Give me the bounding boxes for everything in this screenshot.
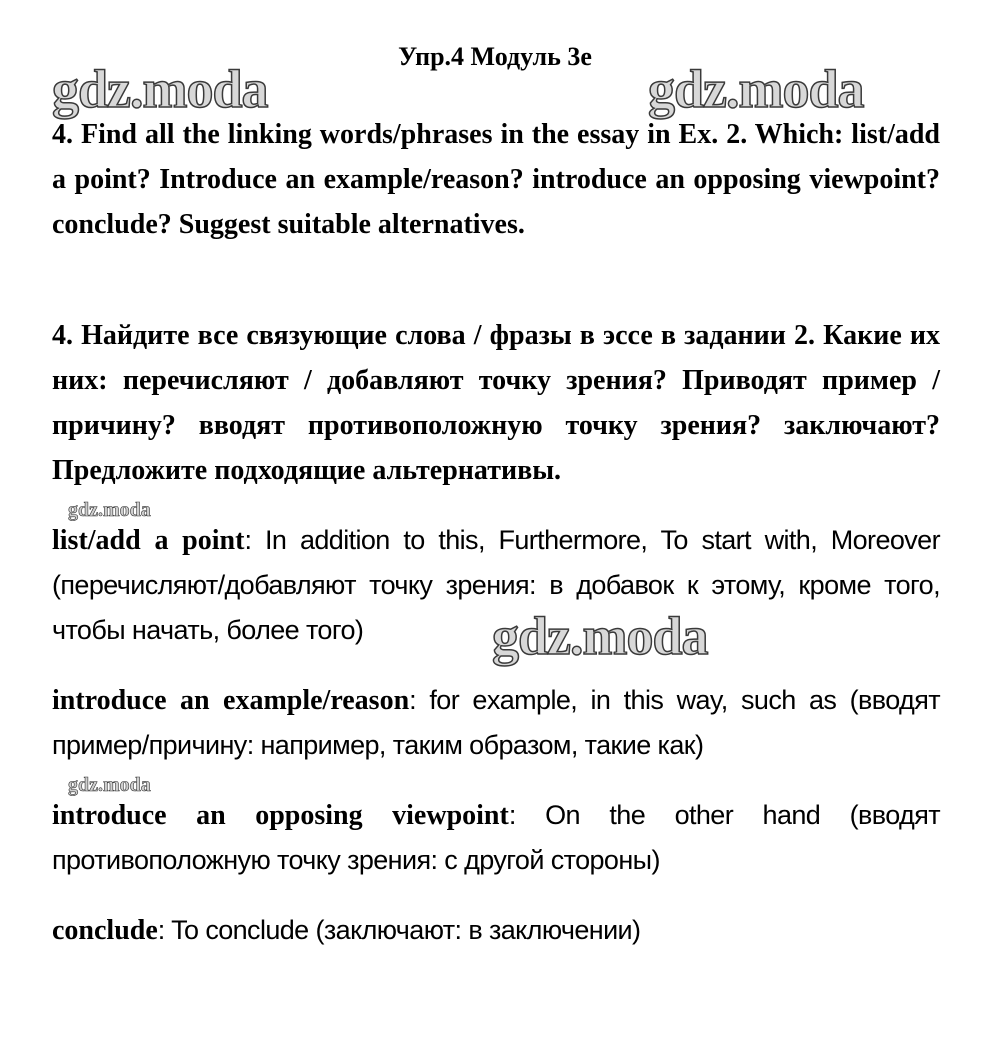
answer-term: conclude [52, 915, 158, 946]
answer-text: : To conclude (заключают: в заключении) [157, 915, 641, 945]
answer-text: : In addition to this, Furthermore, To start with, Moreover (перечисляют/добавляют точку зрения: в добавок к этому, кроме того, чтобы начать, более того) [52, 525, 940, 645]
answer-example-reason [52, 678, 940, 768]
answer-text: : for example, in this way, such as (вводят пример/причину: например, таким образом, такие как) [52, 685, 940, 760]
watermark-small-1: gdz.moda [68, 499, 151, 521]
watermark-top-left: gdz.moda [52, 59, 268, 119]
task-english: 4. Find all the linking words/phrases in the essay in Ex. 2. Which: list/add a point? Introduce an example/reason? introduce an opposing viewpoint? conclude? Suggest suitable alternatives. [52, 119, 940, 240]
answer-term: list/add a point [52, 525, 245, 556]
answer-term: introduce an example/reason [52, 685, 410, 716]
task-russian: 4. Найдите все связующие слова / фразы в эссе в задании 2. Какие их них: перечисляют / добавляют точку зрения? Приводят пример / причину? вводят противоположную точку зрения? заключают? Предложите подходящие альтернативы. [52, 320, 940, 486]
answer-conclude [52, 908, 940, 953]
answer-opposing-viewpoint [52, 793, 940, 883]
answer-text: : On the other hand (вводят противоположную точку зрения: с другой стороны) [52, 800, 940, 875]
watermark-middle: gdz.moda [492, 606, 708, 666]
watermark-top-right: gdz.moda [648, 59, 864, 119]
page-title: Упр.4 Модуль 3е [398, 42, 592, 71]
watermark-small-2: gdz.moda [68, 774, 151, 796]
answer-list-add-point [52, 518, 940, 653]
answer-term: introduce an opposing viewpoint [52, 800, 509, 831]
